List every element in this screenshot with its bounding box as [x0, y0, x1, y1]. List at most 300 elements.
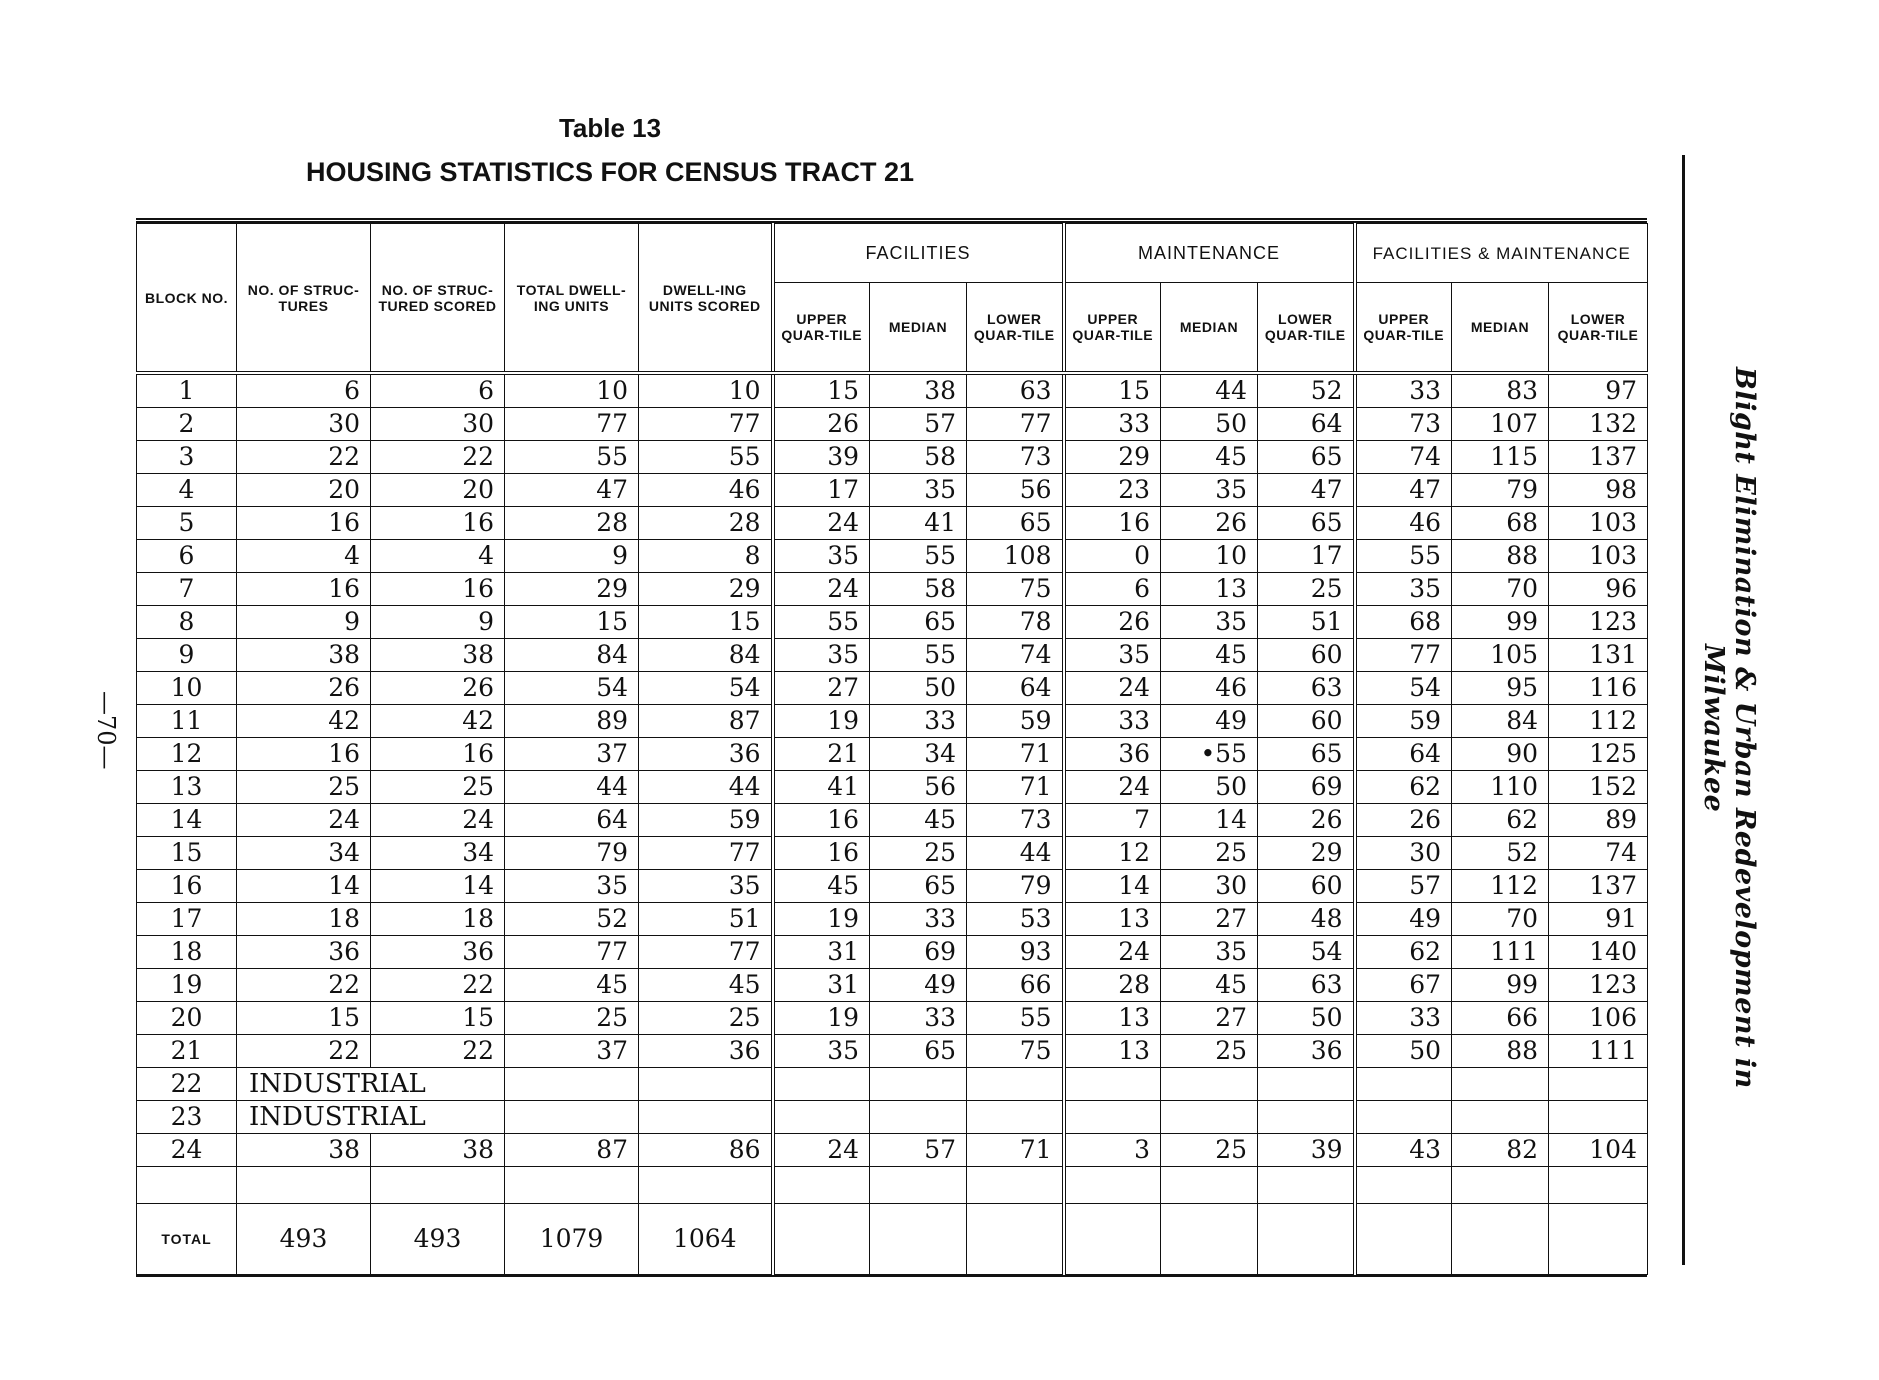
- empty-cell: [773, 1101, 870, 1134]
- table-cell: 24: [237, 804, 371, 837]
- table-cell: 13: [1064, 1002, 1161, 1035]
- table-cell: 54: [505, 672, 639, 705]
- table-cell: 27: [1161, 903, 1258, 936]
- table-cell: 18: [371, 903, 505, 936]
- table-cell: 4: [237, 540, 371, 573]
- table-cell: 4: [371, 540, 505, 573]
- header-fac-lower-quartile: LOWER QUAR-TILE: [967, 283, 1064, 374]
- table-cell: 38: [371, 639, 505, 672]
- table-cell: 33: [1355, 1002, 1452, 1035]
- header-group-facilities-maintenance: FACILITIES & MAINTENANCE: [1355, 224, 1648, 283]
- table-row: [137, 705, 1648, 738]
- table-cell: 24: [773, 573, 870, 606]
- table-cell: 75: [967, 573, 1064, 606]
- header-maint-upper-quartile: UPPER QUAR-TILE: [1064, 283, 1161, 374]
- table-cell: 25: [1161, 1134, 1258, 1167]
- table-row: [137, 1002, 1648, 1035]
- table-cell: 39: [1258, 1134, 1355, 1167]
- table-cell: 123: [1549, 969, 1648, 1002]
- empty-cell: [1452, 1068, 1549, 1101]
- block-number: 1: [137, 373, 237, 408]
- table-cell: 73: [967, 804, 1064, 837]
- table-cell: 6: [237, 373, 371, 408]
- table-cell: 54: [1258, 936, 1355, 969]
- table-row: [137, 672, 1648, 705]
- table-cell: 66: [1452, 1002, 1549, 1035]
- header-group-maintenance: MAINTENANCE: [1064, 224, 1355, 283]
- table-cell: 24: [371, 804, 505, 837]
- table-cell: 27: [773, 672, 870, 705]
- table-cell: 79: [967, 870, 1064, 903]
- total-value: 1079: [505, 1204, 639, 1275]
- table-cell: 17: [1258, 540, 1355, 573]
- table-cell: 107: [1452, 408, 1549, 441]
- table-cell: 68: [1452, 507, 1549, 540]
- table-row: [137, 738, 1648, 771]
- table-cell: 45: [639, 969, 773, 1002]
- empty-cell: [237, 1167, 371, 1204]
- block-number: 24: [137, 1134, 237, 1167]
- table-cell: 29: [1258, 837, 1355, 870]
- table-cell: 44: [1161, 373, 1258, 408]
- table-cell: 82: [1452, 1134, 1549, 1167]
- table-cell: 44: [639, 771, 773, 804]
- table-cell: 26: [371, 672, 505, 705]
- table-cell: 3: [1064, 1134, 1161, 1167]
- table-cell: 49: [870, 969, 967, 1002]
- table-cell: 16: [237, 507, 371, 540]
- table-cell: 103: [1549, 507, 1648, 540]
- table-cell: 20: [237, 474, 371, 507]
- table-cell: 62: [1452, 804, 1549, 837]
- side-rule: [1682, 155, 1685, 1265]
- table-body: [137, 373, 1648, 1275]
- table-cell: 104: [1549, 1134, 1648, 1167]
- table-cell: 29: [1064, 441, 1161, 474]
- table-cell: 55: [967, 1002, 1064, 1035]
- table-cell: 57: [870, 408, 967, 441]
- table-cell: 13: [1161, 573, 1258, 606]
- table-cell: 37: [505, 738, 639, 771]
- table-cell: 22: [371, 441, 505, 474]
- table-cell: 13: [1064, 1035, 1161, 1068]
- table-cell: 31: [773, 936, 870, 969]
- empty-cell: [967, 1204, 1064, 1275]
- table-cell: 60: [1258, 639, 1355, 672]
- table-cell: 46: [639, 474, 773, 507]
- table-cell: 34: [237, 837, 371, 870]
- table-cell: 33: [870, 1002, 967, 1035]
- table-cell: 108: [967, 540, 1064, 573]
- table-cell: 111: [1549, 1035, 1648, 1068]
- table-cell: 30: [371, 408, 505, 441]
- block-number: 2: [137, 408, 237, 441]
- table-cell: 26: [1355, 804, 1452, 837]
- table-cell: 12: [1064, 837, 1161, 870]
- table-cell: 112: [1549, 705, 1648, 738]
- block-number: 17: [137, 903, 237, 936]
- table-cell: 79: [505, 837, 639, 870]
- table-cell: 65: [870, 606, 967, 639]
- table-cell: 35: [1161, 936, 1258, 969]
- table-cell: 6: [371, 373, 505, 408]
- table-cell: 41: [773, 771, 870, 804]
- table-cell: 14: [1161, 804, 1258, 837]
- table-cell: 25: [371, 771, 505, 804]
- table-row: [137, 373, 1648, 408]
- table-cell: 26: [1258, 804, 1355, 837]
- table-cell: 50: [1161, 771, 1258, 804]
- table-cell: 77: [967, 408, 1064, 441]
- table-cell: 77: [639, 837, 773, 870]
- table-cell: 137: [1549, 870, 1648, 903]
- table-cell: 77: [505, 408, 639, 441]
- table-cell: 24: [773, 1134, 870, 1167]
- table-cell: 45: [1161, 639, 1258, 672]
- header-fac-upper-quartile: UPPER QUAR-TILE: [773, 283, 870, 374]
- table-cell: 15: [1064, 373, 1161, 408]
- empty-cell: [1064, 1068, 1161, 1101]
- table-cell: 64: [1258, 408, 1355, 441]
- table-cell: 16: [237, 738, 371, 771]
- table-cell: •55: [1161, 738, 1258, 771]
- block-number: 16: [137, 870, 237, 903]
- page-number: —70—: [92, 690, 120, 770]
- table-cell: 93: [967, 936, 1064, 969]
- table-cell: 26: [773, 408, 870, 441]
- empty-cell: [1355, 1167, 1452, 1204]
- table-cell: 28: [505, 507, 639, 540]
- empty-cell: [773, 1068, 870, 1101]
- table-cell: 57: [1355, 870, 1452, 903]
- table-cell: 86: [639, 1134, 773, 1167]
- empty-cell: [1258, 1204, 1355, 1275]
- table-cell: 18: [237, 903, 371, 936]
- table-cell: 45: [773, 870, 870, 903]
- table-cell: 19: [773, 705, 870, 738]
- table-cell: 137: [1549, 441, 1648, 474]
- table-cell: 55: [505, 441, 639, 474]
- table-cell: 33: [870, 705, 967, 738]
- table-row: [137, 639, 1648, 672]
- empty-cell: [870, 1204, 967, 1275]
- table-cell: 77: [505, 936, 639, 969]
- industrial-label: INDUSTRIAL: [237, 1068, 505, 1101]
- table-cell: 57: [870, 1134, 967, 1167]
- table-cell: 123: [1549, 606, 1648, 639]
- block-number: 22: [137, 1068, 237, 1101]
- table-cell: 38: [371, 1134, 505, 1167]
- table-cell: 15: [505, 606, 639, 639]
- table-cell: 25: [639, 1002, 773, 1035]
- empty-cell: [1452, 1167, 1549, 1204]
- table-cell: 19: [773, 903, 870, 936]
- table-cell: 47: [505, 474, 639, 507]
- industrial-label: INDUSTRIAL: [237, 1101, 505, 1134]
- block-number: 3: [137, 441, 237, 474]
- table-cell: 45: [1161, 441, 1258, 474]
- table-cell: 84: [505, 639, 639, 672]
- table-cell: 35: [639, 870, 773, 903]
- table-cell: 106: [1549, 1002, 1648, 1035]
- table-cell: 55: [1355, 540, 1452, 573]
- total-value: 1064: [639, 1204, 773, 1275]
- table-cell: 71: [967, 738, 1064, 771]
- table-cell: 25: [237, 771, 371, 804]
- table-cell: 30: [1161, 870, 1258, 903]
- table-row: [137, 969, 1648, 1002]
- table-cell: 15: [773, 373, 870, 408]
- table-cell: 36: [237, 936, 371, 969]
- table-cell: 140: [1549, 936, 1648, 969]
- table-cell: 59: [1355, 705, 1452, 738]
- empty-cell: [1161, 1167, 1258, 1204]
- empty-cell: [639, 1068, 773, 1101]
- table-cell: 42: [237, 705, 371, 738]
- header-no-of-structures: NO. OF STRUC-TURES: [237, 224, 371, 374]
- header-dwelling-units-scored: DWELL-ING UNITS SCORED: [639, 224, 773, 374]
- table-cell: 103: [1549, 540, 1648, 573]
- block-number: 20: [137, 1002, 237, 1035]
- blank-row: [137, 1167, 1648, 1204]
- table-title: HOUSING STATISTICS FOR CENSUS TRACT 21: [305, 157, 915, 187]
- table-cell: 35: [870, 474, 967, 507]
- table-cell: 65: [1258, 507, 1355, 540]
- table-cell: 27: [1161, 1002, 1258, 1035]
- table-cell: 28: [639, 507, 773, 540]
- table-cell: 36: [1064, 738, 1161, 771]
- table-cell: 55: [870, 540, 967, 573]
- empty-cell: [505, 1167, 639, 1204]
- table-cell: 6: [1064, 573, 1161, 606]
- table-cell: 23: [1064, 474, 1161, 507]
- header-total-dwelling-units: TOTAL DWELL-ING UNITS: [505, 224, 639, 374]
- table-cell: 34: [870, 738, 967, 771]
- empty-cell: [1258, 1101, 1355, 1134]
- table-cell: 39: [773, 441, 870, 474]
- table-row: [137, 507, 1648, 540]
- table-cell: 66: [967, 969, 1064, 1002]
- table-cell: 65: [1258, 738, 1355, 771]
- table-cell: 30: [237, 408, 371, 441]
- table-cell: 7: [1064, 804, 1161, 837]
- table-cell: 53: [967, 903, 1064, 936]
- total-value: 493: [237, 1204, 371, 1275]
- header-maint-median: MEDIAN: [1161, 283, 1258, 374]
- table-cell: 24: [773, 507, 870, 540]
- table-cell: 74: [1355, 441, 1452, 474]
- total-row: [137, 1204, 1648, 1275]
- header-fm-median: MEDIAN: [1452, 283, 1549, 374]
- table-cell: 35: [1064, 639, 1161, 672]
- housing-statistics-table: [136, 223, 1648, 1275]
- table-cell: 105: [1452, 639, 1549, 672]
- table-cell: 88: [1452, 1035, 1549, 1068]
- table-cell: 36: [1258, 1035, 1355, 1068]
- table-cell: 64: [967, 672, 1064, 705]
- table-cell: 41: [870, 507, 967, 540]
- empty-cell: [870, 1167, 967, 1204]
- table-cell: 52: [1452, 837, 1549, 870]
- table-cell: 35: [1161, 606, 1258, 639]
- table-cell: 77: [639, 936, 773, 969]
- header-block-no: BLOCK NO.: [137, 224, 237, 374]
- table-row-industrial: [137, 1101, 1648, 1134]
- table-cell: 38: [237, 639, 371, 672]
- table-cell: 22: [371, 969, 505, 1002]
- empty-cell: [967, 1068, 1064, 1101]
- table-cell: 35: [1161, 474, 1258, 507]
- table-cell: 99: [1452, 606, 1549, 639]
- table-row: [137, 936, 1648, 969]
- table-cell: 10: [1161, 540, 1258, 573]
- table-cell: 36: [639, 1035, 773, 1068]
- table-cell: 84: [1452, 705, 1549, 738]
- empty-cell: [1549, 1167, 1648, 1204]
- table-cell: 60: [1258, 870, 1355, 903]
- table-cell: 25: [505, 1002, 639, 1035]
- header-maint-lower-quartile: LOWER QUAR-TILE: [1258, 283, 1355, 374]
- table-cell: 44: [505, 771, 639, 804]
- table-cell: 65: [870, 1035, 967, 1068]
- table-cell: 47: [1258, 474, 1355, 507]
- table-cell: 45: [505, 969, 639, 1002]
- table-cell: 64: [505, 804, 639, 837]
- table-cell: 89: [1549, 804, 1648, 837]
- table-cell: 87: [505, 1134, 639, 1167]
- empty-cell: [870, 1068, 967, 1101]
- table-cell: 54: [1355, 672, 1452, 705]
- empty-cell: [773, 1167, 870, 1204]
- table-cell: 54: [639, 672, 773, 705]
- table-cell: 15: [371, 1002, 505, 1035]
- table-cell: 43: [1355, 1134, 1452, 1167]
- header-structures-scored: NO. OF STRUC-TURED SCORED: [371, 224, 505, 374]
- table-cell: 21: [773, 738, 870, 771]
- table-cell: 64: [1355, 738, 1452, 771]
- table-row: [137, 837, 1648, 870]
- table-cell: 17: [773, 474, 870, 507]
- table-row: [137, 408, 1648, 441]
- table-cell: 125: [1549, 738, 1648, 771]
- table-cell: 87: [639, 705, 773, 738]
- table-cell: 115: [1452, 441, 1549, 474]
- table-cell: 152: [1549, 771, 1648, 804]
- table-cell: 13: [1064, 903, 1161, 936]
- table-cell: 25: [1258, 573, 1355, 606]
- table-cell: 9: [505, 540, 639, 573]
- table-cell: 62: [1355, 771, 1452, 804]
- table-cell: 10: [639, 373, 773, 408]
- table-cell: 42: [371, 705, 505, 738]
- table-cell: 50: [870, 672, 967, 705]
- table-cell: 38: [237, 1134, 371, 1167]
- empty-cell: [505, 1068, 639, 1101]
- empty-cell: [1161, 1068, 1258, 1101]
- table-number: Table 13: [558, 113, 662, 143]
- block-number: 14: [137, 804, 237, 837]
- table-cell: 52: [1258, 373, 1355, 408]
- empty-cell: [1161, 1101, 1258, 1134]
- table-header: [137, 224, 1648, 374]
- table-cell: 78: [967, 606, 1064, 639]
- block-number: 10: [137, 672, 237, 705]
- table-cell: 55: [870, 639, 967, 672]
- table-row: [137, 870, 1648, 903]
- table-cell: 70: [1452, 573, 1549, 606]
- table-cell: 52: [505, 903, 639, 936]
- empty-cell: [1258, 1167, 1355, 1204]
- table-cell: 24: [1064, 936, 1161, 969]
- table-cell: 30: [1355, 837, 1452, 870]
- table-cell: 16: [1064, 507, 1161, 540]
- table-cell: 14: [237, 870, 371, 903]
- empty-cell: [1064, 1167, 1161, 1204]
- total-label: TOTAL: [137, 1204, 237, 1275]
- table-cell: 25: [1161, 1035, 1258, 1068]
- table-cell: 22: [237, 1035, 371, 1068]
- table-row: [137, 804, 1648, 837]
- table-cell: 36: [371, 936, 505, 969]
- table-cell: 96: [1549, 573, 1648, 606]
- table-cell: 0: [1064, 540, 1161, 573]
- table-cell: 68: [1355, 606, 1452, 639]
- table-cell: 31: [773, 969, 870, 1002]
- table-cell: 35: [773, 639, 870, 672]
- table-cell: 26: [237, 672, 371, 705]
- table-row: [137, 573, 1648, 606]
- empty-cell: [967, 1101, 1064, 1134]
- table-row: [137, 1035, 1648, 1068]
- table-cell: 50: [1258, 1002, 1355, 1035]
- table-cell: 131: [1549, 639, 1648, 672]
- table-cell: 35: [773, 540, 870, 573]
- table-cell: 65: [967, 507, 1064, 540]
- table-cell: 29: [639, 573, 773, 606]
- table-cell: 98: [1549, 474, 1648, 507]
- empty-cell: [505, 1101, 639, 1134]
- table-row-industrial: [137, 1068, 1648, 1101]
- table-cell: 16: [773, 804, 870, 837]
- table-cell: 37: [505, 1035, 639, 1068]
- block-number: 6: [137, 540, 237, 573]
- empty-cell: [1549, 1068, 1648, 1101]
- table-cell: 45: [870, 804, 967, 837]
- table-cell: 49: [1161, 705, 1258, 738]
- table-cell: 15: [639, 606, 773, 639]
- empty-cell: [1355, 1204, 1452, 1275]
- table-cell: 74: [967, 639, 1064, 672]
- table-cell: 9: [237, 606, 371, 639]
- table-cell: 28: [1064, 969, 1161, 1002]
- table-cell: 71: [967, 1134, 1064, 1167]
- table-cell: 55: [773, 606, 870, 639]
- table-cell: 46: [1161, 672, 1258, 705]
- table-cell: 33: [1355, 373, 1452, 408]
- table-cell: 50: [1161, 408, 1258, 441]
- table-cell: 48: [1258, 903, 1355, 936]
- table-cell: 73: [1355, 408, 1452, 441]
- table-cell: 9: [371, 606, 505, 639]
- table-cell: 95: [1452, 672, 1549, 705]
- table-cell: 83: [1452, 373, 1549, 408]
- table-row: [137, 540, 1648, 573]
- table-row: [137, 903, 1648, 936]
- header-fac-median: MEDIAN: [870, 283, 967, 374]
- table-cell: 110: [1452, 771, 1549, 804]
- empty-cell: [1355, 1068, 1452, 1101]
- table-cell: 56: [967, 474, 1064, 507]
